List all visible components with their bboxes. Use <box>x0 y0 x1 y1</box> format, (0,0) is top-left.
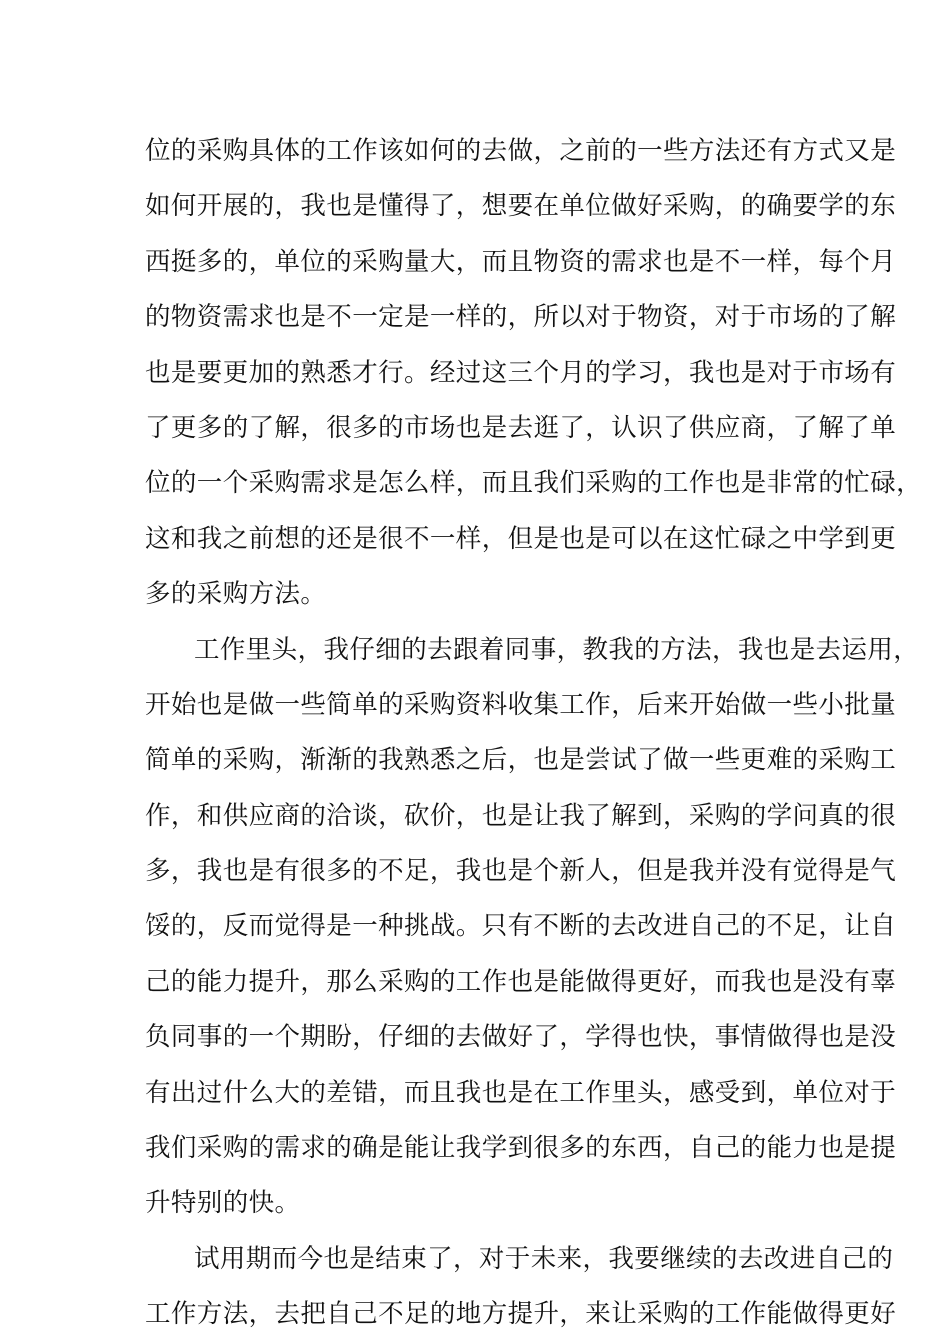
text-line: 位的一个采购需求是怎么样，而且我们采购的工作也是非常的忙碌， <box>145 468 923 499</box>
text-line: 这和我之前想的还是很不一样，但是也是可以在这忙碌之中学到更 <box>145 523 897 554</box>
text-line: 的物资需求也是不一定是一样的，所以对于物资，对于市场的了解 <box>145 302 897 333</box>
text-line: 多的采购方法。 <box>145 579 327 610</box>
text-line: 工作方法，去把自己不足的地方提升，来让采购的工作能做得更好 <box>145 1299 897 1330</box>
body-text <box>145 124 923 1343</box>
text-line: 试用期而今也是结束了，对于未来，我要继续的去改进自己的 <box>194 1243 894 1274</box>
text-line: 作，和供应商的洽谈，砍价，也是让我了解到，采购的学问真的很 <box>145 800 897 831</box>
text-line: 工作里头，我仔细的去跟着同事，教我的方法，我也是去运用， <box>194 634 920 665</box>
text-line: 有出过什么大的差错，而且我也是在工作里头，感受到，单位对于 <box>145 1077 897 1108</box>
text-line: 简单的采购，渐渐的我熟悉之后，也是尝试了做一些更难的采购工 <box>145 745 897 776</box>
text-line: 了更多的了解，很多的市场也是去逛了，认识了供应商，了解了单 <box>145 412 897 443</box>
text-line: 开始也是做一些简单的采购资料收集工作，后来开始做一些小批量 <box>145 689 897 720</box>
text-line: 己的能力提升，那么采购的工作也是能做得更好，而我也是没有辜 <box>145 966 897 997</box>
text-line: 如何开展的，我也是懂得了，想要在单位做好采购，的确要学的东 <box>145 191 897 222</box>
text-line: 馁的，反而觉得是一种挑战。只有不断的去改进自己的不足，让自 <box>145 911 897 942</box>
paragraph-1 <box>145 124 923 623</box>
text-line: 也是要更加的熟悉才行。经过这三个月的学习，我也是对于市场有 <box>145 357 897 388</box>
paragraph-2 <box>145 623 920 1232</box>
text-line: 我们采购的需求的确是能让我学到很多的东西，自己的能力也是提 <box>145 1133 897 1164</box>
paragraph-3 <box>145 1232 897 1343</box>
text-line: 位的采购具体的工作该如何的去做，之前的一些方法还有方式又是 <box>145 136 897 166</box>
text-line: 西挺多的，单位的采购量大，而且物资的需求也是不一样，每个月 <box>145 246 897 277</box>
text-line: 升特别的快。 <box>145 1188 301 1219</box>
text-line: 多，我也是有很多的不足，我也是个新人，但是我并没有觉得是气 <box>145 856 897 887</box>
text-line: 负同事的一个期盼，仔细的去做好了，学得也快，事情做得也是没 <box>145 1022 897 1053</box>
